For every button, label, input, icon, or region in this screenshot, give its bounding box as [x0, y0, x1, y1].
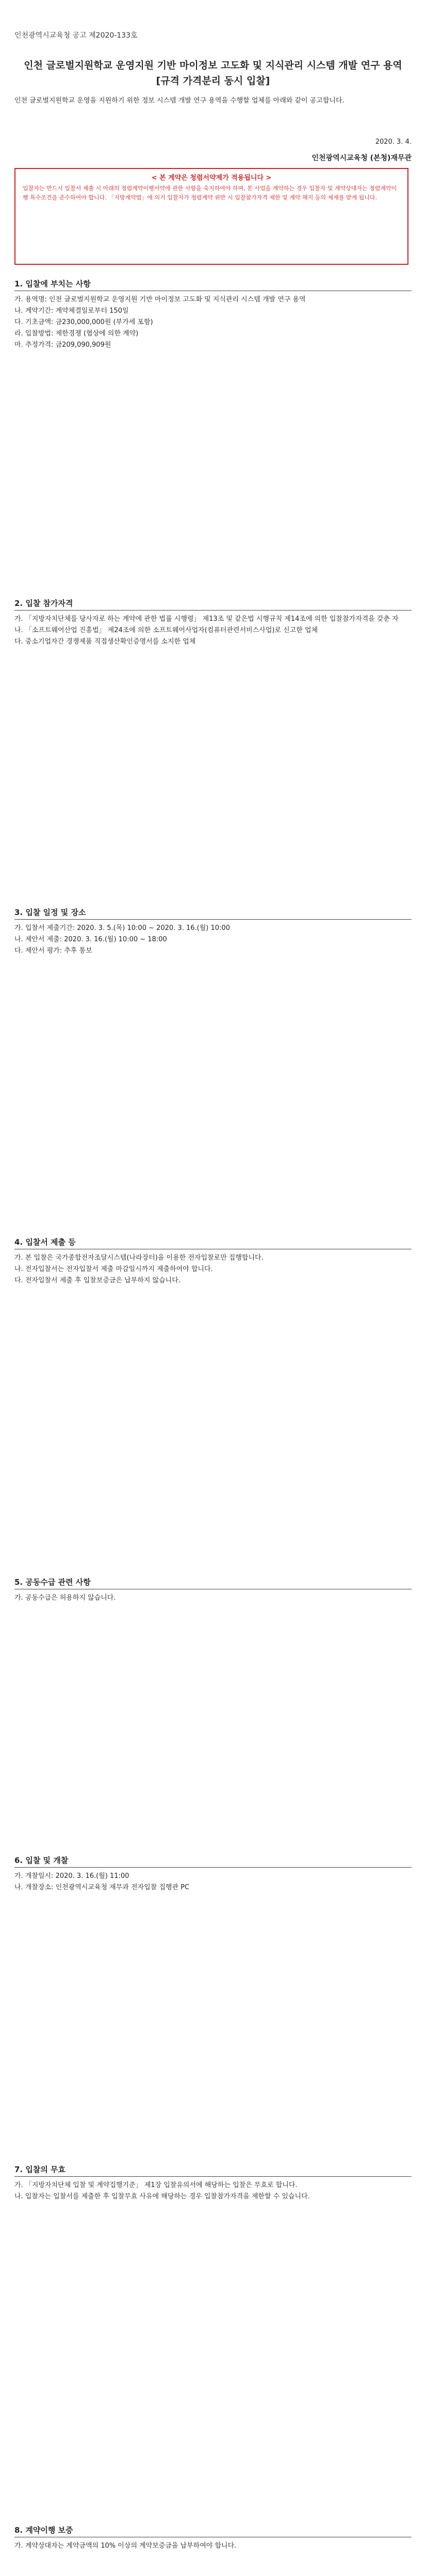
notice-date: 2020. 3. 4. [375, 138, 412, 146]
section-3 [14, 907, 412, 957]
section-line: 마. 추정가격: 금209,090,909원 [14, 341, 111, 349]
section-line: 나. 계약기간: 계약체결일로부터 150일 [14, 307, 129, 315]
section-6 [14, 1855, 412, 1893]
section-8 [14, 2524, 412, 2552]
section-line: 다. 중소기업자간 경쟁제품 직접생산확인증명서를 소지한 업체 [14, 638, 196, 646]
section-line: 가. 용역명: 인천 글로벌지원학교 운영지원 기반 마이정보 고도화 및 지식관리 시스템 개발 연구 용역 [14, 296, 306, 303]
section-line: 나. 입찰자는 입찰서를 제출한 후 입찰무효 사유에 해당하는 경우 입찰참가자격을 제한할 수 있습니다. [14, 2193, 310, 2200]
section-line: 가. 계약상대자는 계약금액의 10% 이상의 계약보증금을 납부하여야 합니다. [14, 2542, 237, 2550]
section-title: 8. 계약이행 보증 [14, 2524, 412, 2537]
issuer-name: 인천광역시교육청 (본청)재무관 [312, 154, 412, 162]
section-title: 5. 공동수급 관련 사항 [14, 1577, 412, 1589]
section-line: 다. 전자입찰서 제출 후 입찰보증금은 납부하지 않습니다. [14, 1277, 181, 1284]
section-line: 나. 「소프트웨어산업 진흥법」 제24조에 의한 소프트웨어사업자(컴퓨터관련서비스사업)로 신고한 업체 [14, 626, 318, 634]
section-line: 가. 「지방자치단체를 당사자로 하는 계약에 관한 법률 시행령」 제13조 및 같은법 시행규칙 제14조에 의한 입찰참가자격을 갖춘 자 [14, 615, 399, 623]
section-line: 가. 개찰일시: 2020. 3. 16.(월) 11:00 [14, 1872, 129, 1880]
section-2 [14, 598, 412, 648]
document-title [14, 58, 412, 89]
section-title: 7. 입찰의 무효 [14, 2164, 412, 2177]
intro-paragraph: 인천 글로벌지원학교 운영을 지원하기 위한 정보 시스템 개발 연구 용역을 수행할 업체를 아래와 같이 공고합니다. [14, 97, 345, 105]
section-title: 4. 입찰서 제출 등 [14, 1236, 412, 1249]
section-line: 라. 입찰방법: 제한경쟁 (협상에 의한 계약) [14, 330, 139, 337]
section-line: 나. 전자입찰서는 전자입찰서 제출 마감일시까지 제출하여야 합니다. [14, 1265, 213, 1273]
section-title: 1. 입찰에 부치는 사항 [14, 278, 412, 291]
section-title: 6. 입찰 및 개찰 [14, 1855, 412, 1868]
section-7 [14, 2164, 412, 2202]
pledge-text: 입찰자는 반드시 입찰서 제출 시 아래의 청렴계약이행서약에 관한 사항을 숙지하여야 하며, 본 사업을 계약하는 경우 입찰자 및 계약상대자는 청렴계약이행 특수조건을 준수하여야 합니다. 「지방계약법」에 의거 입찰자가 청렴계약 위반 시 입찰참가자격 제한 및 계약 해지 등의 제재를 받게 됩니다. [23, 185, 397, 201]
section-5 [14, 1577, 412, 1604]
section-4 [14, 1236, 412, 1286]
section-line: 가. 「지방자치단체 입찰 및 계약집행기준」 제1장 입찰유의서에 해당하는 입찰은 무효로 합니다. [14, 2181, 298, 2189]
notice-number: 인천광역시교육청 공고 제2020-133호 [14, 31, 138, 40]
section-1 [14, 278, 412, 351]
section-line: 다. 기초금액: 금230,000,000원 (부가세 포함) [14, 318, 153, 326]
section-line: 가. 본 입찰은 국가종합전자조달시스템(나라장터)을 이용한 전자입찰로만 집행합니다. [14, 1254, 264, 1262]
section-line: 가. 입찰서 제출기간: 2020. 3. 5.(목) 10:00 ~ 2020. 3. 16.(월) 10:00 [14, 924, 230, 932]
section-title: 2. 입찰 참가자격 [14, 598, 412, 611]
title-line-1: 인천 글로벌지원학교 운영지원 기반 마이정보 고도화 및 지식관리 시스템 개발 연구 용역 [24, 60, 402, 71]
section-title: 3. 입찰 일정 및 장소 [14, 907, 412, 920]
section-line: 나. 제안서 제출: 2020. 3. 16.(월) 10:00 ~ 18:00 [14, 936, 167, 943]
pledge-title: < 본 계약은 청렴서약제가 적용됩니다 > [151, 174, 272, 182]
section-line: 가. 공동수급은 허용하지 않습니다. [14, 1594, 116, 1602]
section-line: 나. 개찰장소: 인천광역시교육청 재무과 전자입찰 집행관 PC [14, 1884, 190, 1891]
title-line-2: [규격 가격분리 동시 입찰] [156, 75, 270, 87]
integrity-pledge-box [14, 168, 408, 265]
section-line: 다. 제안서 평가: 추후 통보 [14, 947, 92, 955]
